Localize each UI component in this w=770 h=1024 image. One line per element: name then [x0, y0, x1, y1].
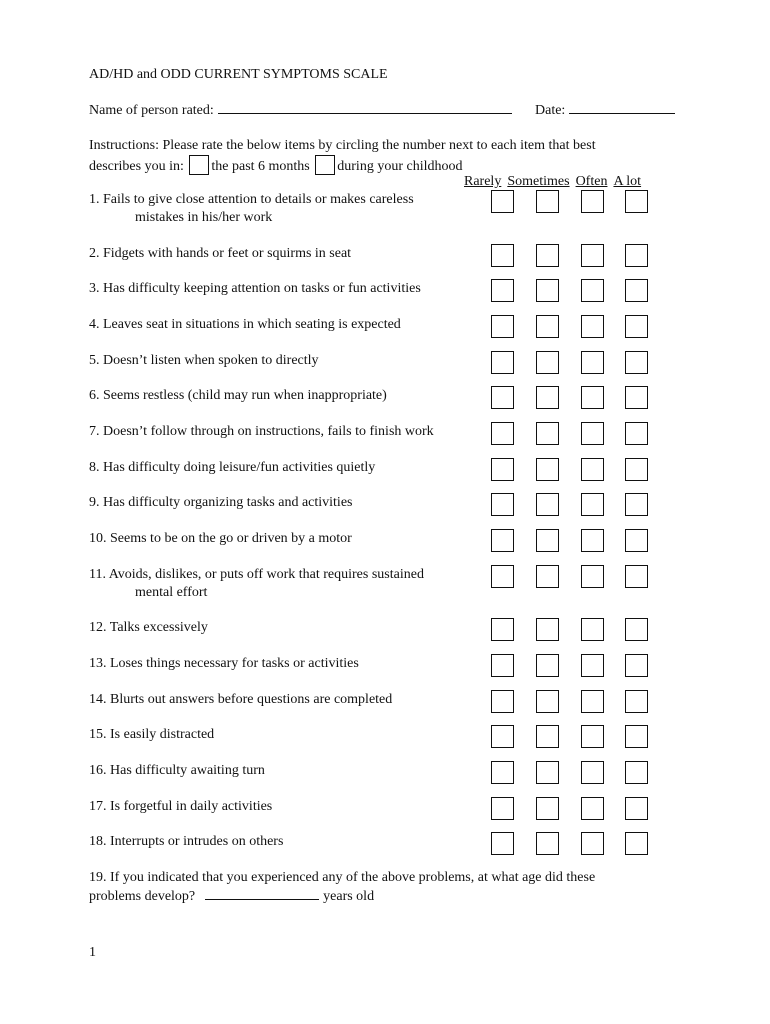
- symptom-item: [89, 423, 434, 441]
- rating-box-sometimes[interactable]: [536, 529, 559, 552]
- symptom-item-continuation: mistakes in his/her work: [135, 210, 273, 225]
- column-header-rarely: Rarely: [464, 174, 502, 189]
- rating-box-often[interactable]: [581, 315, 604, 338]
- symptom-item-label: Doesn’t follow through on instructions, fails to finish work: [103, 424, 434, 439]
- rating-box-a-lot[interactable]: [625, 654, 648, 677]
- past-6-months-label: the past 6 months: [211, 159, 310, 174]
- age-input-line[interactable]: [205, 887, 319, 900]
- symptom-item-label: Has difficulty awaiting turn: [110, 763, 265, 778]
- rating-box-often[interactable]: [581, 654, 604, 677]
- rating-box-rarely[interactable]: [491, 422, 514, 445]
- rating-box-a-lot[interactable]: [625, 565, 648, 588]
- rating-box-often[interactable]: [581, 422, 604, 445]
- symptom-item: [89, 762, 265, 780]
- rating-box-sometimes[interactable]: [536, 190, 559, 213]
- rating-box-sometimes[interactable]: [536, 244, 559, 267]
- rating-box-often[interactable]: [581, 761, 604, 784]
- rating-box-rarely[interactable]: [491, 529, 514, 552]
- name-field-row: [89, 101, 512, 120]
- question-19-line-1: 19. If you indicated that you experienced any of the above problems, at what age did these: [89, 870, 596, 885]
- symptom-item-label: Has difficulty doing leisure/fun activities quietly: [103, 460, 376, 475]
- symptom-item: [89, 191, 414, 227]
- symptom-item-number: 10.: [89, 531, 107, 546]
- symptom-item-label: Seems restless (child may run when inappropriate): [103, 388, 387, 403]
- symptom-item-label: Leaves seat in situations in which seating is expected: [103, 317, 401, 332]
- rating-box-sometimes[interactable]: [536, 386, 559, 409]
- symptom-item-label: Fidgets with hands or feet or squirms in seat: [103, 246, 352, 261]
- rating-box-rarely[interactable]: [491, 315, 514, 338]
- rating-box-sometimes[interactable]: [536, 654, 559, 677]
- rating-box-rarely[interactable]: [491, 458, 514, 481]
- rating-box-sometimes[interactable]: [536, 797, 559, 820]
- rating-box-often[interactable]: [581, 565, 604, 588]
- symptom-item-label: Is easily distracted: [110, 727, 215, 742]
- instructions-prefix: describes you in:: [89, 159, 184, 174]
- rating-box-a-lot[interactable]: [625, 244, 648, 267]
- symptom-item-number: 6.: [89, 388, 100, 403]
- symptom-item-number: 16.: [89, 763, 107, 778]
- rating-box-a-lot[interactable]: [625, 493, 648, 516]
- rating-box-a-lot[interactable]: [625, 797, 648, 820]
- rating-box-rarely[interactable]: [491, 761, 514, 784]
- rating-box-rarely[interactable]: [491, 797, 514, 820]
- rating-box-a-lot[interactable]: [625, 832, 648, 855]
- symptom-item-text: [89, 192, 414, 207]
- rating-box-a-lot[interactable]: [625, 725, 648, 748]
- past-6-months-checkbox[interactable]: [189, 155, 209, 175]
- symptom-item-number: 15.: [89, 727, 107, 742]
- symptom-item-text: [89, 353, 319, 368]
- symptom-item-number: 5.: [89, 353, 100, 368]
- rating-box-sometimes[interactable]: [536, 422, 559, 445]
- rating-box-sometimes[interactable]: [536, 458, 559, 481]
- date-input-line[interactable]: [569, 101, 675, 114]
- rating-box-often[interactable]: [581, 386, 604, 409]
- rating-box-sometimes[interactable]: [536, 832, 559, 855]
- symptom-item: [89, 494, 352, 512]
- symptom-item: [89, 726, 214, 744]
- symptom-item-number: 3.: [89, 281, 100, 296]
- symptom-item-text: [89, 620, 208, 635]
- symptom-item-label: Doesn’t listen when spoken to directly: [103, 353, 319, 368]
- symptom-item-text: [89, 567, 424, 582]
- rating-box-often[interactable]: [581, 529, 604, 552]
- symptom-item-text: [89, 763, 265, 778]
- column-header-often: Often: [575, 174, 608, 189]
- column-header-sometimes: Sometimes: [507, 174, 570, 189]
- name-input-line[interactable]: [218, 101, 512, 114]
- symptom-item: [89, 833, 283, 851]
- symptom-item: [89, 316, 401, 334]
- symptom-item-number: 13.: [89, 656, 107, 671]
- rating-box-a-lot[interactable]: [625, 458, 648, 481]
- symptom-item: [89, 566, 424, 602]
- symptom-item: [89, 691, 392, 709]
- symptom-item-text: [89, 799, 272, 814]
- symptom-item-number: 12.: [89, 620, 107, 635]
- symptom-item-label: Interrupts or intrudes on others: [110, 834, 284, 849]
- rating-box-a-lot[interactable]: [625, 761, 648, 784]
- rating-box-sometimes[interactable]: [536, 725, 559, 748]
- form-title: AD/HD and ODD CURRENT SYMPTOMS SCALE: [89, 67, 388, 82]
- symptom-item-text: [89, 460, 375, 475]
- rating-box-often[interactable]: [581, 458, 604, 481]
- symptom-item-text: [89, 495, 352, 510]
- rating-box-often[interactable]: [581, 832, 604, 855]
- symptom-item-continuation: mental effort: [135, 585, 208, 600]
- rating-box-rarely[interactable]: [491, 832, 514, 855]
- page-number: 1: [89, 945, 96, 960]
- rating-box-sometimes[interactable]: [536, 761, 559, 784]
- symptom-item-number: 18.: [89, 834, 107, 849]
- symptom-item-text: [89, 727, 214, 742]
- symptom-item-label: Has difficulty keeping attention on tasks or fun activities: [103, 281, 421, 296]
- date-label: Date:: [535, 103, 566, 118]
- symptom-item-label: Talks excessively: [109, 620, 208, 635]
- childhood-checkbox[interactable]: [315, 155, 335, 175]
- rating-box-rarely[interactable]: [491, 618, 514, 641]
- rating-box-a-lot[interactable]: [625, 529, 648, 552]
- symptom-item-label: Fails to give close attention to details or makes careless: [103, 192, 414, 207]
- rating-box-sometimes[interactable]: [536, 493, 559, 516]
- rating-box-often[interactable]: [581, 618, 604, 641]
- symptom-item-text: [89, 281, 421, 296]
- rating-box-rarely[interactable]: [491, 279, 514, 302]
- rating-box-often[interactable]: [581, 493, 604, 516]
- rating-box-often[interactable]: [581, 725, 604, 748]
- rating-box-a-lot[interactable]: [625, 315, 648, 338]
- rating-box-a-lot[interactable]: [625, 422, 648, 445]
- symptom-item-number: 1.: [89, 192, 100, 207]
- symptom-item-label: Is forgetful in daily activities: [110, 799, 273, 814]
- symptom-item-text: [89, 834, 283, 849]
- column-headers: [464, 173, 641, 191]
- symptom-item-number: 9.: [89, 495, 100, 510]
- rating-box-a-lot[interactable]: [625, 279, 648, 302]
- rating-box-rarely[interactable]: [491, 351, 514, 374]
- rating-box-rarely[interactable]: [491, 244, 514, 267]
- symptom-item: [89, 245, 351, 263]
- rating-box-often[interactable]: [581, 244, 604, 267]
- rating-box-rarely[interactable]: [491, 190, 514, 213]
- symptom-item: [89, 619, 208, 637]
- rating-box-a-lot[interactable]: [625, 690, 648, 713]
- rating-box-often[interactable]: [581, 690, 604, 713]
- rating-box-sometimes[interactable]: [536, 351, 559, 374]
- symptom-item-text: [89, 692, 392, 707]
- symptom-item: [89, 798, 272, 816]
- symptom-item: [89, 459, 375, 477]
- symptom-item-label: Blurts out answers before questions are completed: [110, 692, 393, 707]
- childhood-label: during your childhood: [337, 159, 463, 174]
- symptom-item-number: 4.: [89, 317, 100, 332]
- symptom-item-label: Seems to be on the go or driven by a motor: [110, 531, 352, 546]
- rating-box-a-lot[interactable]: [625, 386, 648, 409]
- symptom-item-number: 11.: [89, 567, 106, 582]
- symptom-item-label: Has difficulty organizing tasks and activities: [103, 495, 353, 510]
- rating-box-often[interactable]: [581, 190, 604, 213]
- rating-box-sometimes[interactable]: [536, 315, 559, 338]
- symptom-item-label: Avoids, dislikes, or puts off work that requires sustained: [108, 567, 424, 582]
- rating-box-rarely[interactable]: [491, 493, 514, 516]
- rating-box-often[interactable]: [581, 351, 604, 374]
- symptom-item-text: [89, 656, 359, 671]
- symptom-item-text: [89, 531, 352, 546]
- rating-box-sometimes[interactable]: [536, 618, 559, 641]
- symptom-item: [89, 655, 359, 673]
- column-header-a-lot: A lot: [613, 174, 642, 189]
- symptom-item-number: 14.: [89, 692, 107, 707]
- instructions-line-1: Instructions: Please rate the below items by circling the number next to each item that best: [89, 138, 596, 153]
- rating-box-often[interactable]: [581, 797, 604, 820]
- symptom-item-number: 7.: [89, 424, 100, 439]
- rating-box-sometimes[interactable]: [536, 565, 559, 588]
- rating-box-sometimes[interactable]: [536, 690, 559, 713]
- rating-box-a-lot[interactable]: [625, 618, 648, 641]
- question-19-line-2: [89, 887, 374, 906]
- rating-box-a-lot[interactable]: [625, 190, 648, 213]
- symptom-item: [89, 280, 421, 298]
- question-19-prefix: problems develop?: [89, 889, 196, 904]
- symptom-item-text: [89, 317, 401, 332]
- symptom-item-text: [89, 424, 434, 439]
- symptom-item: [89, 387, 387, 405]
- rating-box-rarely[interactable]: [491, 690, 514, 713]
- symptom-item-label: Loses things necessary for tasks or activities: [110, 656, 359, 671]
- question-19-suffix: years old: [323, 889, 375, 904]
- rating-box-rarely[interactable]: [491, 725, 514, 748]
- symptom-item-number: 8.: [89, 460, 100, 475]
- instructions-line-2: [89, 155, 462, 176]
- rating-box-sometimes[interactable]: [536, 279, 559, 302]
- date-field-row: [535, 101, 675, 120]
- name-label: Name of person rated:: [89, 103, 214, 118]
- symptom-item: [89, 530, 352, 548]
- symptom-item-text: [89, 388, 387, 403]
- rating-box-rarely[interactable]: [491, 654, 514, 677]
- rating-box-rarely[interactable]: [491, 386, 514, 409]
- rating-box-often[interactable]: [581, 279, 604, 302]
- symptom-item-number: 2.: [89, 246, 100, 261]
- symptom-item-number: 17.: [89, 799, 107, 814]
- symptom-item: [89, 352, 319, 370]
- rating-box-rarely[interactable]: [491, 565, 514, 588]
- symptom-item-text: [89, 246, 351, 261]
- rating-box-a-lot[interactable]: [625, 351, 648, 374]
